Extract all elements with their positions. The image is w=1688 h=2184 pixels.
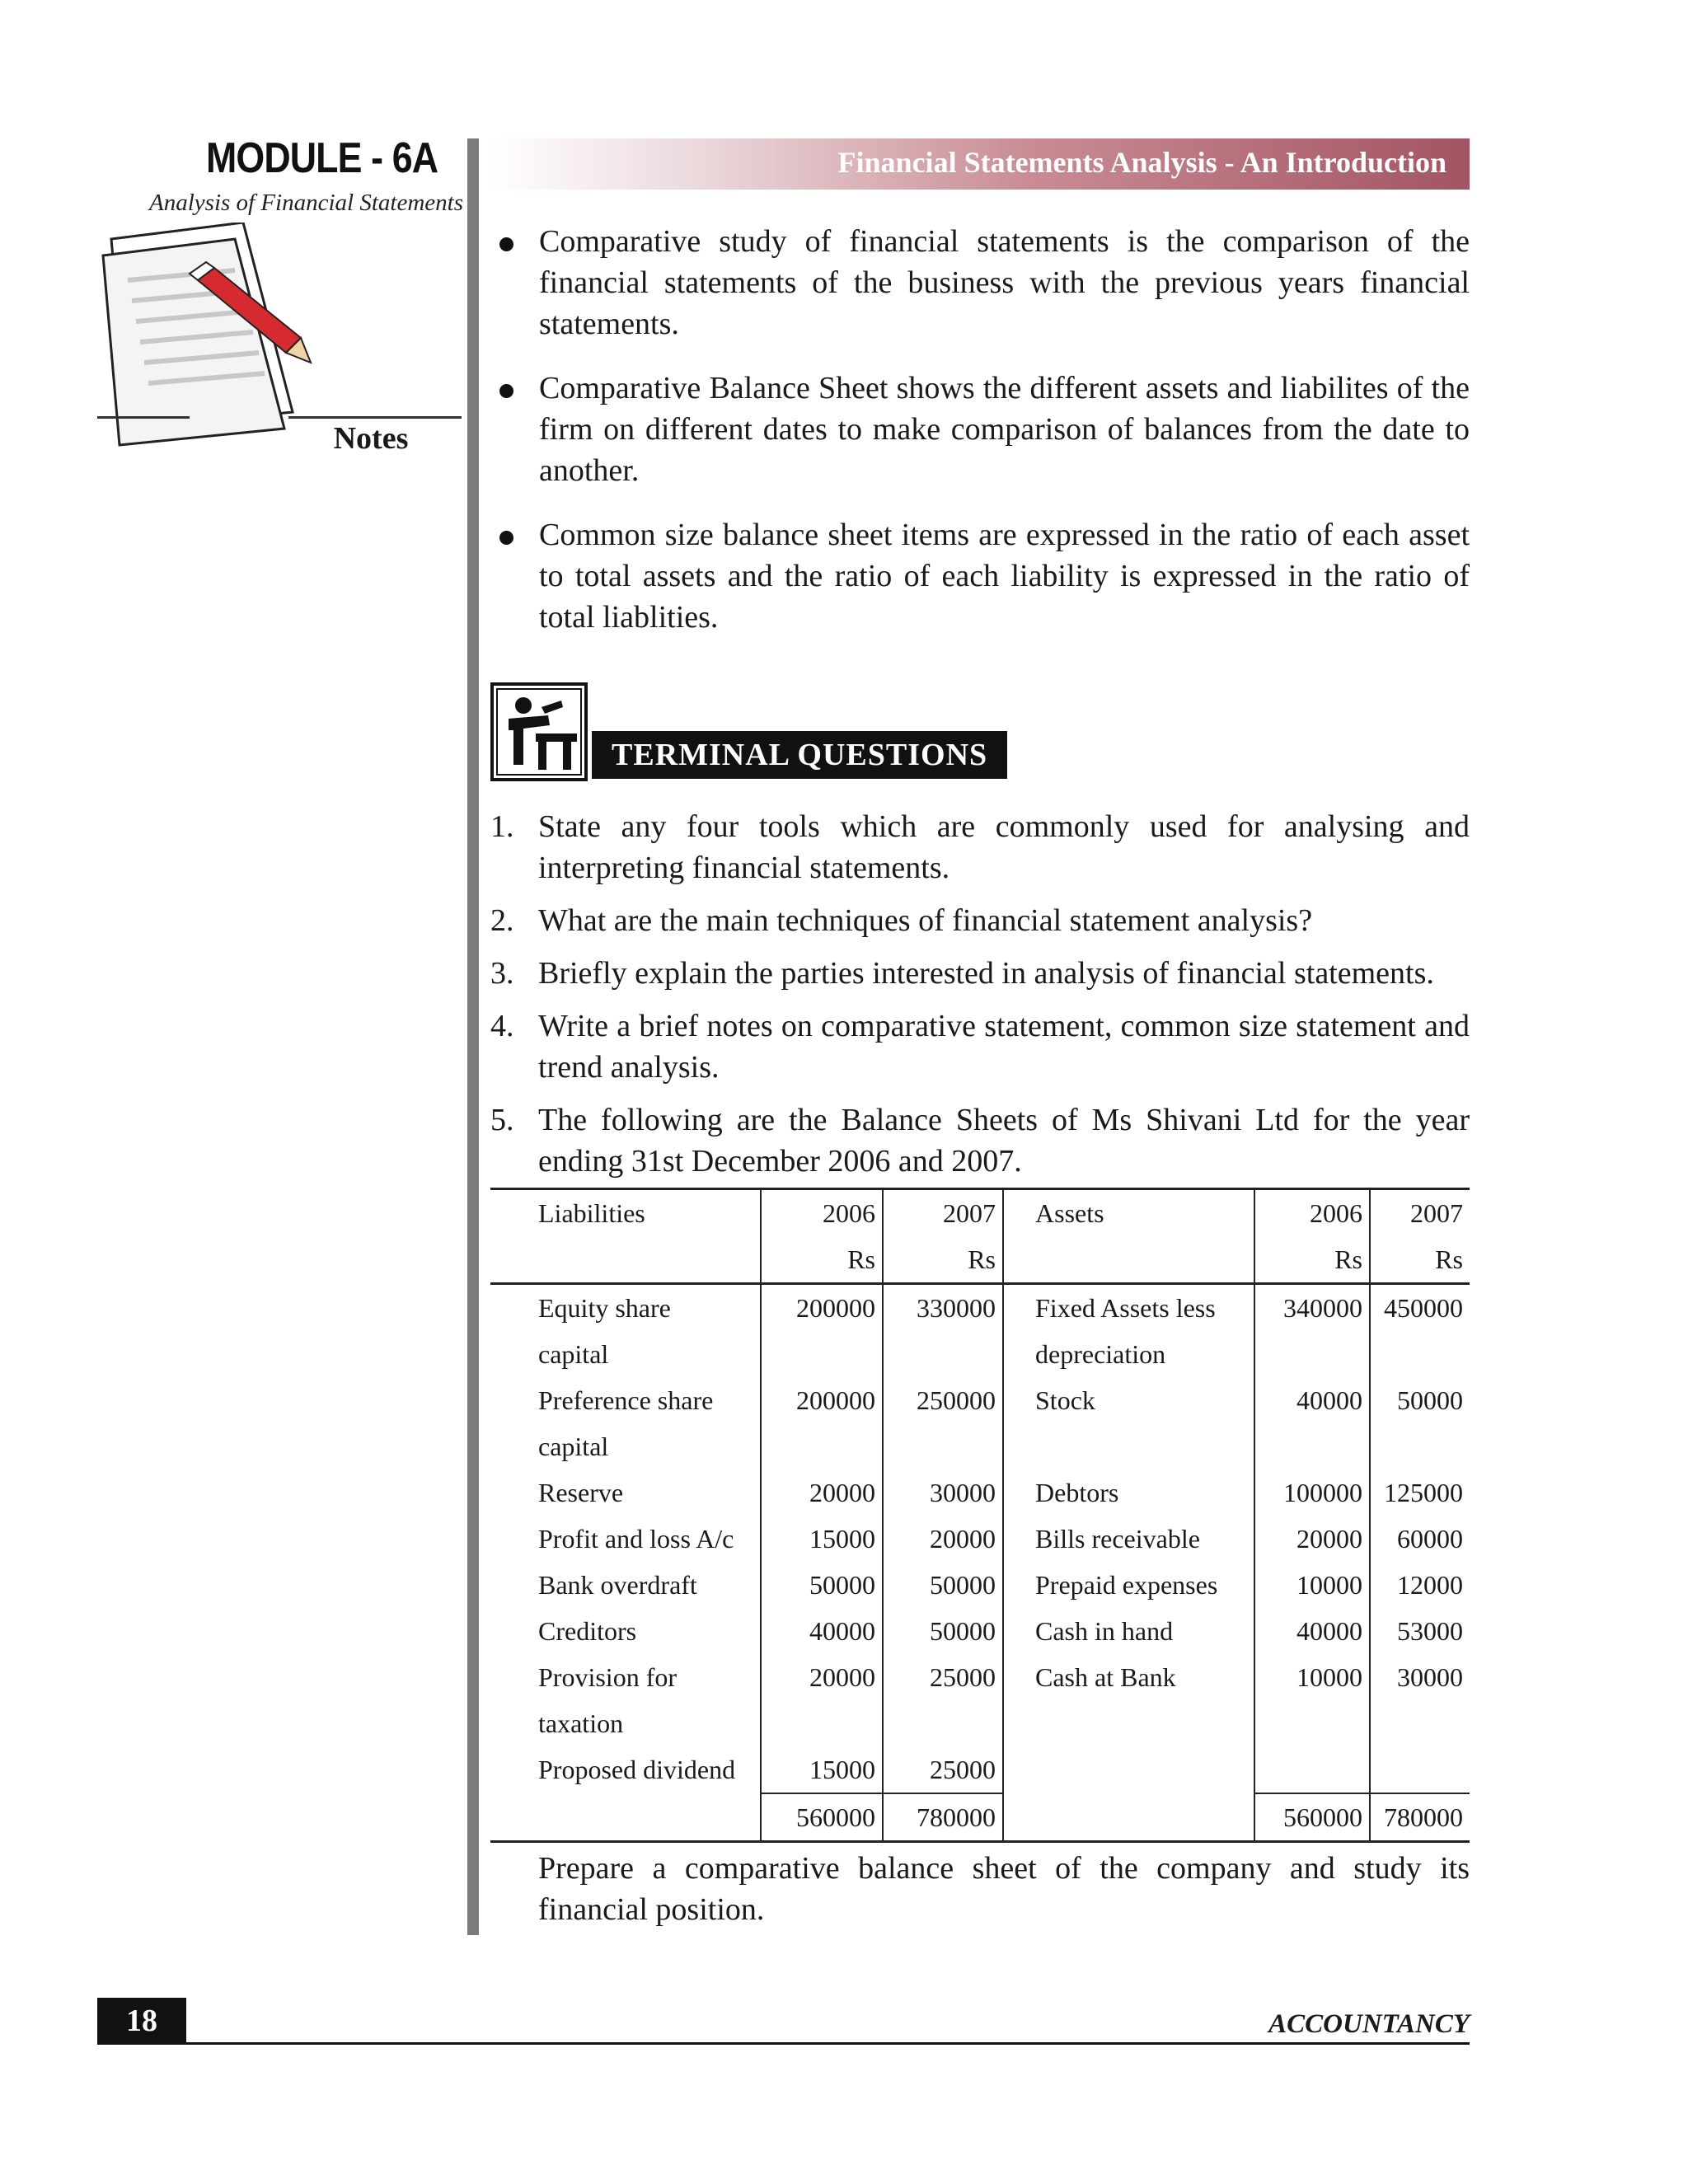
- liability-name: Creditors: [538, 1615, 637, 1646]
- summary-point: [493, 514, 1470, 638]
- question-number: 3.: [490, 956, 514, 991]
- table-total-row: [490, 1793, 1470, 1842]
- question-item: [490, 1099, 1470, 1182]
- liability-2007-value: 20000: [883, 1516, 1003, 1562]
- table-header-row: [490, 1189, 1470, 1237]
- summary-point-text: Comparative study of financial statements is the comparison of the financial statements of the business with the previous years financial statements.: [539, 224, 1470, 341]
- header-liabilities: Liabilities: [490, 1189, 761, 1237]
- liability-2006-value: 40000: [761, 1608, 883, 1654]
- liability-name: Equity share: [538, 1292, 671, 1323]
- bullet-icon: [499, 384, 513, 398]
- asset-name-line2: [1003, 1423, 1254, 1469]
- question-number: 4.: [490, 1009, 514, 1043]
- total-assets-2007: 780000: [1370, 1793, 1470, 1842]
- terminal-questions-heading: TERMINAL QUESTIONS: [592, 731, 1007, 779]
- liability-2007-value: 25000: [883, 1654, 1003, 1700]
- liability-2006-value: 20000: [761, 1469, 883, 1516]
- total-assets-2006: 560000: [1254, 1793, 1370, 1842]
- question-number: 1.: [490, 809, 514, 844]
- balance-sheet-body: [490, 1284, 1470, 1794]
- table-row: [490, 1746, 1470, 1793]
- table-row-continuation: [490, 1331, 1470, 1377]
- table-row: [490, 1516, 1470, 1562]
- question-number: 2.: [490, 903, 514, 938]
- asset-2006-value: 40000: [1254, 1608, 1370, 1654]
- liability-2006-value: 200000: [761, 1284, 883, 1332]
- table-row-continuation: [490, 1423, 1470, 1469]
- question-text: Write a brief notes on comparative statement, common size statement and trend analysis.: [538, 1009, 1470, 1085]
- footer-subject: ACCOUNTANCY: [1268, 2009, 1470, 2039]
- liability-2007-value: 50000: [883, 1608, 1003, 1654]
- header-year-2007: 2007: [1370, 1189, 1470, 1237]
- asset-2006-value: 10000: [1254, 1654, 1370, 1700]
- summary-point-text: Comparative Balance Sheet shows the different assets and liabilites of the firm on different dates to make comparison of balances from the date to another.: [539, 371, 1470, 488]
- liability-2006-value: 15000: [761, 1516, 883, 1562]
- asset-name: Stock: [1003, 1377, 1254, 1423]
- question-item: [490, 900, 1470, 941]
- asset-2006-value: 340000: [1254, 1284, 1370, 1332]
- footer-rule: [97, 2042, 1470, 2045]
- summary-point: [493, 221, 1470, 344]
- liability-2007-value: 25000: [883, 1746, 1003, 1793]
- bullet-icon: [499, 237, 513, 251]
- chapter-title: Financial Statements Analysis - An Introduction: [837, 146, 1447, 179]
- table-row: [490, 1469, 1470, 1516]
- student-at-desk-icon: [490, 682, 588, 781]
- asset-2007-value: 125000: [1370, 1469, 1470, 1516]
- asset-name: Fixed Assets less: [1003, 1284, 1254, 1332]
- liability-2006-value: 15000: [761, 1746, 883, 1793]
- liability-name: Reserve: [538, 1477, 624, 1507]
- asset-2006-value: 40000: [1254, 1377, 1370, 1423]
- liability-name: Provision for: [538, 1661, 677, 1692]
- notes-label: Notes: [333, 421, 409, 456]
- asset-2006-value: 100000: [1254, 1469, 1370, 1516]
- asset-name: Cash in hand: [1003, 1608, 1254, 1654]
- table-row: [490, 1654, 1470, 1700]
- liability-2007-value: 330000: [883, 1284, 1003, 1332]
- asset-name: Bills receivable: [1003, 1516, 1254, 1562]
- notepad-with-pencil-icon: [95, 223, 317, 453]
- module-subtitle: Analysis of Financial Statements: [149, 190, 463, 216]
- currency-label: Rs: [761, 1236, 883, 1284]
- liability-2006-value: 20000: [761, 1654, 883, 1700]
- module-title: MODULE - 6A: [206, 134, 438, 182]
- asset-2007-value: 50000: [1370, 1377, 1470, 1423]
- liability-name-line2: taxation: [538, 1708, 624, 1738]
- question-item: [490, 806, 1470, 888]
- asset-2007-value: 450000: [1370, 1284, 1470, 1332]
- table-row: [490, 1562, 1470, 1608]
- asset-name: Prepaid expenses: [1003, 1562, 1254, 1608]
- closing-instruction: Prepare a comparative balance sheet of the company and study its financial position.: [538, 1851, 1470, 1927]
- asset-2006-value: [1254, 1746, 1370, 1793]
- question-list: [490, 806, 1470, 1193]
- asset-2007-value: 60000: [1370, 1516, 1470, 1562]
- summary-point: [493, 368, 1470, 491]
- liability-name: Bank overdraft: [538, 1569, 697, 1600]
- liability-2007-value: 50000: [883, 1562, 1003, 1608]
- liability-2006-value: 200000: [761, 1377, 883, 1423]
- liability-name: Proposed dividend: [538, 1755, 736, 1784]
- asset-2007-value: 30000: [1370, 1654, 1470, 1700]
- total-liabilities-2006: 560000: [761, 1793, 883, 1842]
- header-year-2006: 2006: [1254, 1189, 1370, 1237]
- asset-name: Cash at Bank: [1003, 1654, 1254, 1700]
- liability-2007-value: 30000: [883, 1469, 1003, 1516]
- asset-2007-value: 12000: [1370, 1562, 1470, 1608]
- asset-2007-value: [1370, 1746, 1470, 1793]
- asset-2006-value: 20000: [1254, 1516, 1370, 1562]
- table-currency-row: [490, 1236, 1470, 1284]
- question-text: What are the main techniques of financial statement analysis?: [538, 903, 1313, 938]
- question-item: [490, 1005, 1470, 1088]
- table-row: [490, 1608, 1470, 1654]
- currency-label: Rs: [883, 1236, 1003, 1284]
- question-text: State any four tools which are commonly used for analysing and interpreting financial statements.: [538, 809, 1470, 885]
- currency-label: Rs: [1370, 1236, 1470, 1284]
- liability-2006-value: 50000: [761, 1562, 883, 1608]
- notes-rule-right: [288, 416, 462, 419]
- page-number: 18: [97, 1998, 186, 2044]
- summary-point-text: Common size balance sheet items are expressed in the ratio of each asset to total assets and the ratio of each liability is expressed in the ratio of total liablities.: [539, 518, 1470, 635]
- question-number: 5.: [490, 1103, 514, 1137]
- header-year-2007: 2007: [883, 1189, 1003, 1237]
- liability-2007-value: 250000: [883, 1377, 1003, 1423]
- summary-bullet-list: [493, 221, 1470, 661]
- liability-name-line2: capital: [538, 1431, 609, 1461]
- asset-name: Debtors: [1003, 1469, 1254, 1516]
- liability-name: Profit and loss A/c: [538, 1523, 734, 1554]
- asset-2006-value: 10000: [1254, 1562, 1370, 1608]
- liability-name-line2: capital: [538, 1338, 609, 1369]
- table-row: [490, 1377, 1470, 1423]
- header-year-2006: 2006: [761, 1189, 883, 1237]
- asset-name-line2: depreciation: [1003, 1331, 1254, 1377]
- total-liabilities-2007: 780000: [883, 1793, 1003, 1842]
- table-row-continuation: [490, 1700, 1470, 1746]
- table-row: [490, 1284, 1470, 1332]
- balance-sheet-table: [490, 1188, 1470, 1843]
- question-text: The following are the Balance Sheets of Ms Shivani Ltd for the year ending 31st December 2006 and 2007.: [538, 1103, 1470, 1179]
- liability-name: Preference share: [538, 1385, 714, 1415]
- asset-name-line2: [1003, 1700, 1254, 1746]
- margin-divider-bar: [467, 138, 479, 1935]
- asset-name: [1003, 1746, 1254, 1793]
- notes-rule-left: [97, 416, 190, 419]
- chapter-header-banner: [490, 138, 1470, 190]
- bullet-icon: [499, 531, 513, 545]
- asset-2007-value: 53000: [1370, 1608, 1470, 1654]
- currency-label: Rs: [1254, 1236, 1370, 1284]
- question-text: Briefly explain the parties interested in analysis of financial statements.: [538, 956, 1434, 991]
- question-item: [490, 953, 1470, 994]
- header-assets: Assets: [1003, 1189, 1254, 1237]
